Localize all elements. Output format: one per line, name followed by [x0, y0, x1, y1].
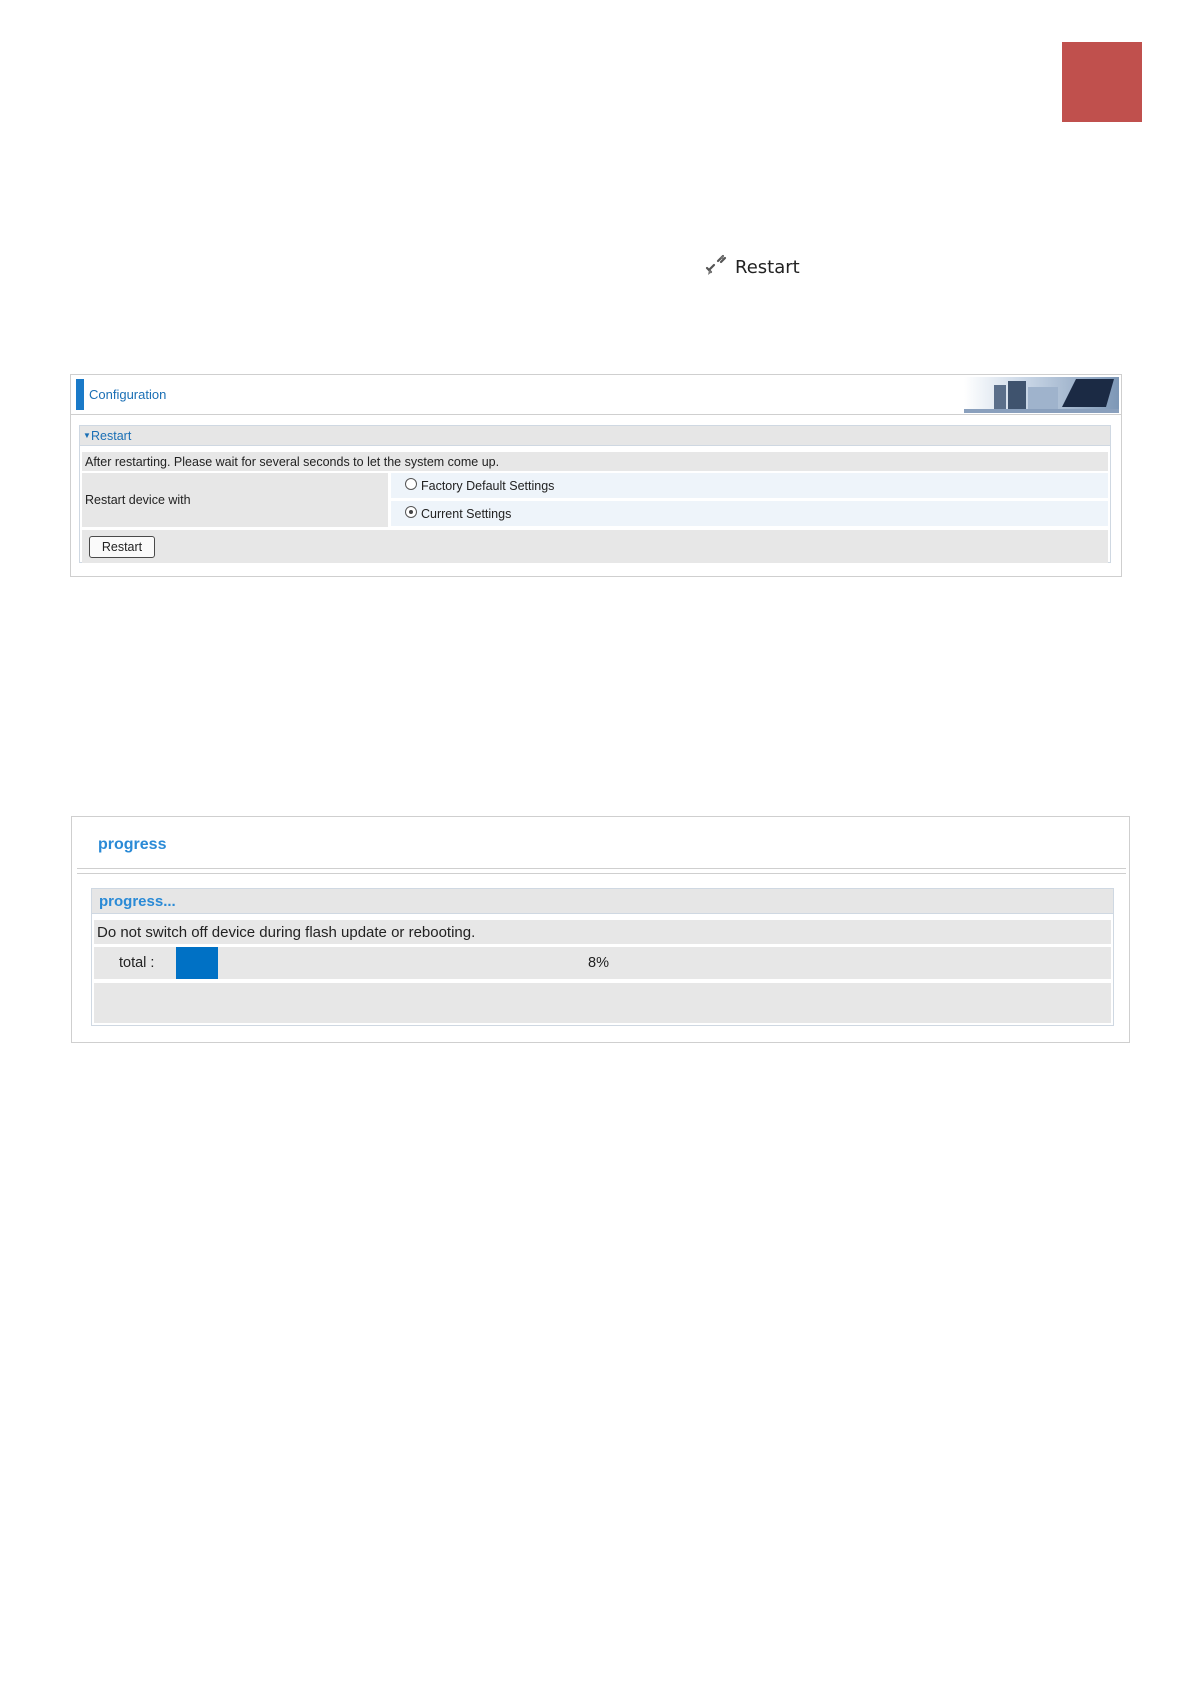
progress-section-header — [92, 889, 1113, 914]
flash-warning-text: Do not switch off device during flash update or rebooting. — [97, 924, 476, 941]
current-settings-label[interactable]: Current Settings — [421, 507, 512, 521]
total-progress-row — [94, 947, 1111, 979]
factory-default-option[interactable] — [391, 473, 1108, 498]
current-settings-option[interactable] — [391, 501, 1108, 526]
progress-panel — [71, 816, 1130, 1043]
restart-options-row — [82, 473, 1108, 527]
total-label: total : — [119, 955, 155, 971]
progress-title: progress — [98, 836, 167, 853]
restart-section — [79, 425, 1111, 563]
flash-warning — [94, 920, 1111, 944]
configuration-title: Configuration — [89, 387, 167, 402]
progress-section-title: progress... — [99, 893, 176, 910]
progress-percent: 8% — [588, 955, 609, 971]
progress-footer — [94, 983, 1111, 1023]
restart-device-label-cell — [82, 473, 388, 527]
restart-notice-text: After restarting. Please wait for several seconds to let the system come up. — [85, 455, 500, 469]
restart-section-title: Restart — [91, 429, 132, 443]
configuration-panel — [70, 374, 1122, 577]
header-banner-graphic — [964, 377, 1119, 413]
restart-heading — [703, 252, 800, 283]
collapse-triangle-icon[interactable]: ▼ — [83, 431, 91, 440]
configuration-header — [71, 375, 1121, 415]
header-accent-bar — [76, 379, 84, 410]
current-settings-radio[interactable] — [405, 506, 417, 518]
restart-heading-label: Restart — [735, 257, 800, 278]
restart-device-label: Restart device with — [85, 493, 191, 507]
restart-icon — [703, 252, 729, 283]
factory-default-radio[interactable] — [405, 478, 417, 490]
restart-notice — [82, 452, 1108, 471]
factory-default-label[interactable]: Factory Default Settings — [421, 479, 555, 493]
progress-bar-fill — [176, 947, 218, 979]
restart-section-header[interactable] — [80, 426, 1110, 446]
restart-button[interactable]: Restart — [89, 536, 155, 558]
progress-section — [91, 888, 1114, 1026]
progress-divider — [77, 868, 1126, 874]
page-corner-marker — [1062, 42, 1142, 122]
restart-button-row — [82, 530, 1108, 563]
